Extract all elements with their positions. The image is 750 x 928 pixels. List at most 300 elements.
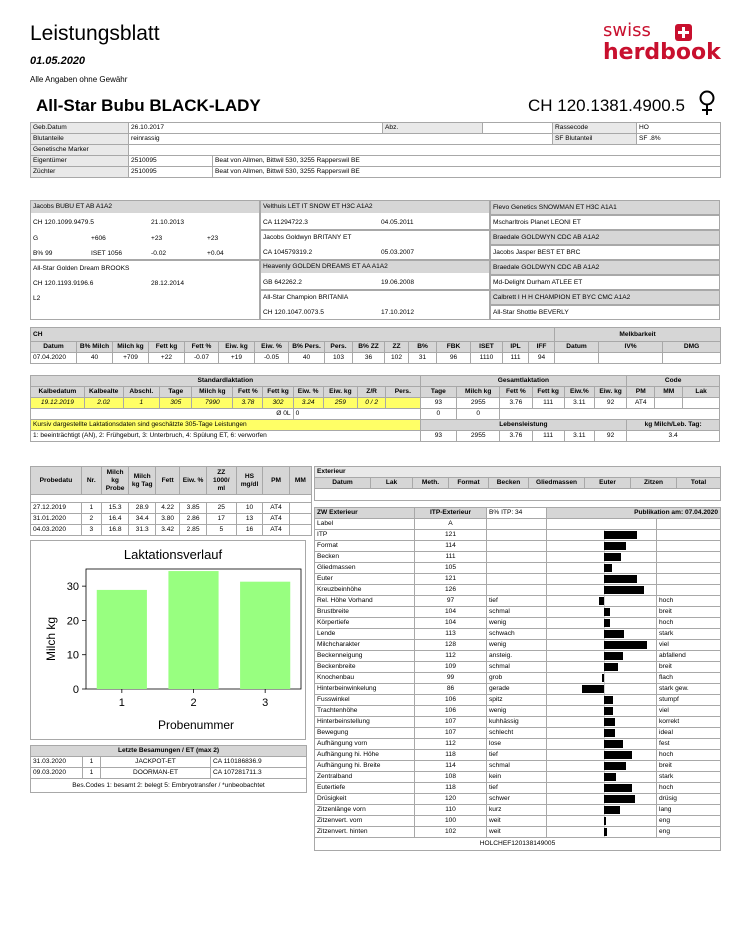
table-row [315,794,721,805]
lactation-value [386,398,420,409]
pedigree-dam [30,260,260,320]
zw-trait-name: Zitzenlänge vorn [315,805,415,816]
info-value: 2510095 [129,167,213,178]
ch-value: 102 [385,353,409,364]
lactation-value: 92 [594,398,626,409]
exterieur-header: Zitzen [631,478,677,489]
zw-trait-left-label: schlecht [487,728,547,739]
probe-cell: 13 [236,514,263,525]
y-tick-label: 20 [66,615,79,628]
zw-trait-name: Eutertiefe [315,783,415,794]
zw-trait-name: Aufhängung hi. Breite [315,761,415,772]
y-tick-label: 0 [72,684,79,696]
info-value: Beat von Allmen, Bittwil 530, 3255 Rapperswil BE [213,156,721,167]
zw-bar-cell [547,519,657,530]
lactation-value: 3.76 [500,398,532,409]
ch-header: Milch kg [113,342,149,353]
ds-date: 19.06.2008 [381,279,415,286]
ch-value: 31 [409,353,437,364]
kg-per-day-value: 3.4 [627,431,720,442]
exterieur-header: Gliedmassen [529,478,585,489]
zw-trait-left-label: schmal [487,761,547,772]
table-row [315,596,721,607]
zw-bar-cell [547,783,657,794]
zw-trait-value: 86 [415,684,487,695]
info-label: Genetische Marker [31,145,129,156]
lactation-value: 1 [123,398,160,409]
ch-header: DMG [663,342,721,353]
probe-cell: 1 [81,503,101,514]
pedigree-dss [490,260,720,275]
lactation-header: Lak [683,387,720,398]
probe-cell: 3 [81,525,101,536]
zw-trait-right-label: stumpf [657,695,721,706]
zw-trait-value: 121 [415,530,487,541]
zw-bar [604,740,623,748]
insemination-cell: 09.03.2020 [31,768,83,779]
sss-name: Flevo Genetics SNOWMAN ET H3C A1A1 [493,204,617,211]
zw-bar-cell [547,761,657,772]
ch-header: B% Milch [77,342,113,353]
zw-bar [604,784,632,792]
insemination-cell: DOORMAN-ET [101,768,211,779]
sire-name: Jacobs BUBU ET AB A1A2 [33,203,113,210]
pedigree-ssd [490,215,720,230]
sdd-name: Jacobs Jasper BEST ET BRC [493,249,581,256]
lactation-header: Fett kg [532,387,564,398]
dam-date: 28.12.2014 [151,280,185,287]
probe-cell [289,514,311,525]
table-row [315,607,721,618]
zw-trait-left-label: ansteig. [487,651,547,662]
zw-bar-cell [547,585,657,596]
zw-bar [604,531,637,539]
zw-bar [604,707,613,715]
zw-trait-left-label: schwer [487,794,547,805]
probe-cell: 16.8 [101,525,129,536]
pedigree-sd [260,230,490,260]
zw-bar-cell [547,629,657,640]
lactation-header: Eiw. kg [323,387,357,398]
publication-date: Publikation am: 07.04.2020 [547,508,721,519]
probe-cell: 3.42 [155,525,179,536]
zw-bar-cell [547,541,657,552]
sd-date: 05.03.2007 [381,249,415,256]
zw-trait-right-label [657,585,721,596]
zw-bar [604,630,624,638]
table-row [31,757,307,768]
table-row [315,739,721,750]
standard-lactation-label: Standardlaktation [31,376,421,387]
zw-trait-value: 126 [415,585,487,596]
ch-header: Datum [31,342,77,353]
info-value: SF .8% [637,134,721,145]
chart-x-axis-label: Probenummer [157,718,235,732]
info-value: Beat von Allmen, Bittwil 530, 3255 Rapperswil BE [213,167,721,178]
zw-trait-left-label: kein [487,772,547,783]
ch-header: ZZ [385,342,409,353]
zw-bar [604,586,644,594]
zw-trait-name: Zitzenvert. hinten [315,827,415,838]
zw-bar-cell [547,673,657,684]
zw-bar [599,597,604,605]
lactation-header: Fett % [500,387,532,398]
lactation-header: Milch kg [457,387,500,398]
probe-header: HS mg/dl [236,467,263,495]
zw-bar-cell [547,805,657,816]
probe-cell: 28.9 [129,503,156,514]
zw-bar [604,806,620,814]
zw-trait-left-label [487,541,547,552]
dd-name: All-Star Champion BRITANIA [263,294,349,301]
dam-name: All-Star Golden Dream BROOKS [33,265,130,272]
lactation-value: 19.12.2019 [31,398,85,409]
pedigree-ds [260,260,490,290]
probe-cell [289,503,311,514]
probe-cell: AT4 [263,503,290,514]
ch-value: -0.07 [185,353,219,364]
animal-name: All-Star Bubu BLACK-LADY [36,96,261,115]
sire-id: CH 120.1099.9479.5 [33,219,94,226]
zw-bar-cell [547,816,657,827]
zw-trait-right-label: ideal [657,728,721,739]
zw-trait-right-label: flach [657,673,721,684]
zw-bar-cell [547,662,657,673]
insemination-cell: 1 [83,757,101,768]
zw-trait-left-label: tief [487,783,547,794]
zw-bar [604,564,612,572]
zw-bar [604,817,606,825]
zw-exterieur-table [314,507,721,851]
table-row [31,768,307,779]
lactation-value [683,398,720,409]
avg-label: Ø 0L [31,409,294,420]
table-row [315,783,721,794]
zw-bar [604,652,623,660]
info-label: Abz. [383,123,483,134]
zw-bar [604,718,615,726]
ch-value: 111 [503,353,529,364]
zw-bar [604,751,632,759]
logo-swiss-text: swiss [603,20,651,41]
sd-id: CA 104579319.2 [263,249,313,256]
table-row [315,640,721,651]
zw-trait-right-label: breit [657,662,721,673]
table-row [315,761,721,772]
ch-header: IPL [503,342,529,353]
test-day-table [30,466,312,536]
zw-trait-right-label: hoch [657,596,721,607]
lactation-header: PM [627,387,655,398]
zw-bar-cell [547,530,657,541]
ch-section-label: CH [31,328,555,342]
pedigree-sdd [490,245,720,260]
code-label: Code [627,376,720,387]
ch-header: Pers. [325,342,353,353]
logo-herdbook-text: herdbook [603,40,721,65]
lactation-header: Fett kg [263,387,293,398]
zw-trait-value: 102 [415,827,487,838]
zw-trait-name: Zentralband [315,772,415,783]
probe-cell: 17 [206,514,236,525]
zw-trait-value: 107 [415,717,487,728]
info-label: Blutanteile [31,134,129,145]
ch-value: 94 [529,353,555,364]
zw-trait-right-label [657,519,721,530]
info-value: 26.10.2017 [129,123,383,134]
lactation-header: Tage [420,387,457,398]
zw-bar-cell [547,728,657,739]
info-value [129,145,721,156]
zw-trait-name: Fusswinkel [315,695,415,706]
table-row [315,618,721,629]
probe-cell: 3.85 [180,503,207,514]
zw-trait-value: 99 [415,673,487,684]
table-row [315,816,721,827]
ddd-name: All-Star Shottle BEVERLY [493,309,569,316]
insemination-cell: 31.03.2020 [31,757,83,768]
lactation-header: Eiw. kg [594,387,626,398]
lactation-value: 3.78 [233,398,263,409]
pedigree [30,200,720,320]
zw-trait-value: 114 [415,541,487,552]
zw-bar-cell [547,827,657,838]
ch-header: ISET [471,342,503,353]
lebens-value: 93 [420,431,457,442]
info-value: reinrassig [129,134,553,145]
zw-trait-name: Aufhängung hi. Höhe [315,750,415,761]
probe-cell: 25 [206,503,236,514]
dam-id: CH 120.1193.9196.6 [33,280,94,287]
zw-bar [604,696,613,704]
lebens-value: 92 [594,431,626,442]
ch-header: Datum [555,342,599,353]
zw-trait-left-label: schmal [487,607,547,618]
animal-info-table [30,122,721,178]
table-row [315,772,721,783]
ch-header: FBK [437,342,471,353]
lactation-header: Eiw.% [564,387,594,398]
ch-value: +709 [113,353,149,364]
exterieur-header: Format [449,478,489,489]
probe-cell: 3.80 [155,514,179,525]
ch-value: 1110 [471,353,503,364]
probe-cell: 15.3 [101,503,129,514]
table-row [315,728,721,739]
lactation-header: Kalbedatum [31,387,85,398]
zw-trait-name: Zitzenvert. vorn [315,816,415,827]
zw-trait-value: 110 [415,805,487,816]
probe-header: MM [289,467,311,495]
zw-trait-name: Hinterbeinwinkelung [315,684,415,695]
zw-bar [604,542,626,550]
probe-header: ZZ 1000/ ml [206,467,236,495]
probe-header: Milch kg Probe [101,467,129,495]
zw-trait-value: 100 [415,816,487,827]
info-label: Züchter [31,167,129,178]
zw-trait-name: Trachtenhöhe [315,706,415,717]
info-label: Eigentümer [31,156,129,167]
zw-trait-name: Beckenbreite [315,662,415,673]
zw-bar [604,795,635,803]
lactation-value: 2.02 [84,398,123,409]
exterieur-label: Exterieur [315,467,721,478]
ch-value: +19 [219,353,255,364]
lactation-value: 302 [263,398,293,409]
table-row [315,574,721,585]
zw-bar-cell [547,640,657,651]
zw-bar [604,641,647,649]
zw-bar [582,685,604,693]
ch-value: 36 [353,353,385,364]
zw-trait-left-label: tief [487,750,547,761]
zw-trait-right-label: hoch [657,750,721,761]
zw-trait-right-label: breit [657,761,721,772]
lactation-header: MM [655,387,683,398]
pedigree-dds [490,290,720,305]
zw-trait-value: 113 [415,629,487,640]
zw-bar [604,619,610,627]
zw-trait-left-label [487,563,547,574]
ch-header: Fett kg [149,342,185,353]
table-row [31,503,312,514]
table-row [315,827,721,838]
ch-header: Eiw. % [255,342,289,353]
zw-trait-name: Kreuzbeinhöhe [315,585,415,596]
zw-bar-cell [547,706,657,717]
zw-bar [604,729,615,737]
table-row [315,629,721,640]
table-row [315,541,721,552]
zw-trait-left-label: grob [487,673,547,684]
probe-cell: 34.4 [129,514,156,525]
zw-trait-right-label: breit [657,607,721,618]
zw-trait-left-label [487,552,547,563]
itp-label: ITP-Exterieur [415,508,487,519]
zw-trait-name: Gliedmassen [315,563,415,574]
pedigree-dsd [490,275,720,290]
zw-trait-value: 106 [415,706,487,717]
zw-trait-value: 118 [415,783,487,794]
x-tick-label: 3 [262,697,269,709]
probe-cell [289,525,311,536]
zw-trait-value: 112 [415,651,487,662]
lactation-value: 0 / 2 [358,398,386,409]
exterieur-header: Total [677,478,721,489]
sire-index: +23 [207,235,219,242]
zw-trait-name: Milchcharakter [315,640,415,651]
probe-cell: AT4 [263,525,290,536]
zw-bar-cell [547,651,657,662]
female-symbol-icon [697,90,717,116]
zw-trait-right-label [657,541,721,552]
zw-bar-cell [547,574,657,585]
zw-trait-value: 112 [415,739,487,750]
info-value: 2510095 [129,156,213,167]
zw-trait-right-label: drüsig [657,794,721,805]
probe-cell: 16.4 [101,514,129,525]
lactation-value: 3.11 [564,398,594,409]
zw-bar [604,762,626,770]
avg-milch: 0 [457,409,500,420]
ch-header: IV% [599,342,663,353]
ch-header: Fett % [185,342,219,353]
probe-cell: 2 [81,514,101,525]
exterieur-header: Euter [585,478,631,489]
zw-trait-value: 118 [415,750,487,761]
table-row [315,673,721,684]
avg-tage: 0 [420,409,457,420]
zw-bar-cell [547,684,657,695]
probe-cell: 4.22 [155,503,179,514]
zw-bar-cell [547,596,657,607]
table-row [315,706,721,717]
zw-bar-cell [547,794,657,805]
zw-trait-name: Becken [315,552,415,563]
zw-trait-name: Drüsigkeit [315,794,415,805]
info-label: Geb.Datum [31,123,129,134]
zw-trait-left-label [487,530,547,541]
zw-trait-left-label: tief [487,596,547,607]
ch-header: Eiw. kg [219,342,255,353]
lactation-value: 7990 [192,398,233,409]
probe-cell: 10 [236,503,263,514]
ch-value: 40 [77,353,113,364]
insemination-table [30,745,307,793]
zw-trait-left-label: kurz [487,805,547,816]
lebens-value: 3.11 [564,431,594,442]
lactation-value: AT4 [627,398,655,409]
b-itp: B% ITP: 34 [487,508,547,519]
melkbarkeit-label: Melkbarkeit [555,328,721,342]
probe-cell: 31.3 [129,525,156,536]
ch-header: B% ZZ [353,342,385,353]
zw-trait-value: 120 [415,794,487,805]
zw-trait-right-label [657,574,721,585]
sd-name: Jacobs Goldwyn BRITANY ET [263,234,352,241]
zw-trait-right-label: hoch [657,783,721,794]
lactation-value: 259 [323,398,357,409]
zw-trait-name: Bewegung [315,728,415,739]
sire-index: -0.02 [151,250,167,257]
zw-trait-name: Beckenneigung [315,651,415,662]
zw-trait-name: Rel. Höhe Vorhand [315,596,415,607]
insemination-cell: CA 107281711.3 [211,768,307,779]
probe-cell: 04.03.2020 [31,525,82,536]
exterieur-table [314,466,721,501]
ch-value: 40 [289,353,325,364]
table-row [315,695,721,706]
gesamt-lactation-label: Gesamtlaktation [420,376,627,387]
table-row [315,805,721,816]
lactation-value: 2955 [457,398,500,409]
zw-bar-cell [547,552,657,563]
insemination-cell: JACKPOT-ET [101,757,211,768]
lactation-header: Kalbealte [84,387,123,398]
zw-trait-name: Brustbreite [315,607,415,618]
lactation-value: 305 [160,398,192,409]
zw-trait-value: 97 [415,596,487,607]
probe-cell: AT4 [263,514,290,525]
kg-per-day-label: kg Milch/Leb. Tag: [627,420,720,431]
zw-trait-value: 109 [415,662,487,673]
lactation-value [655,398,683,409]
ssd-name: Mscharltrois Planet LEONI ET [493,219,581,226]
lactation-chart [30,540,306,740]
zw-trait-left-label: weit [487,827,547,838]
pedigree-ss [260,200,490,230]
ch-value: 96 [437,353,471,364]
